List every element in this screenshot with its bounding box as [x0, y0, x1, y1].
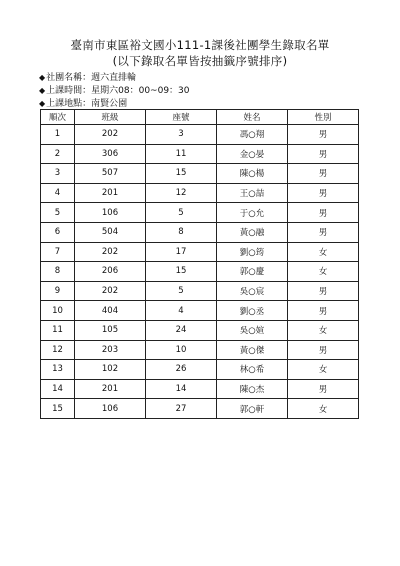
admission-table [40, 109, 359, 419]
cell-gender: 男 [288, 164, 359, 184]
diamond-bullet-icon: ◆ [39, 73, 46, 82]
cell-name: 郭○慶 [217, 262, 288, 282]
cell-gender: 男 [288, 125, 359, 145]
cell-seat-number: 17 [146, 242, 217, 262]
cell-order: 5 [41, 203, 75, 223]
cell-order: 15 [41, 399, 75, 419]
cell-name: 黃○融 [217, 222, 288, 242]
info-club-name [39, 70, 136, 83]
info-club-name-text: 社團名稱：週六直排輪 [46, 73, 137, 83]
cell-class: 206 [75, 262, 146, 282]
cell-name: 王○喆 [217, 183, 288, 203]
table-row [41, 125, 359, 145]
document-subtitle: (以下錄取名單皆按抽籤序號排序) [112, 54, 288, 68]
cell-order: 11 [41, 320, 75, 340]
cell-seat-number: 8 [146, 222, 217, 242]
cell-name: 陳○楊 [217, 164, 288, 184]
table-row [41, 164, 359, 184]
cell-gender: 男 [288, 379, 359, 399]
cell-order: 9 [41, 281, 75, 301]
cell-name: 馮○翔 [217, 125, 288, 145]
cell-seat-number: 14 [146, 379, 217, 399]
cell-name: 于○允 [217, 203, 288, 223]
cell-name: 劉○筠 [217, 242, 288, 262]
cell-seat-number: 4 [146, 301, 217, 321]
cell-name: 吳○媗 [217, 320, 288, 340]
cell-seat-number: 5 [146, 281, 217, 301]
cell-name: 陳○杰 [217, 379, 288, 399]
cell-order: 7 [41, 242, 75, 262]
cell-order: 12 [41, 340, 75, 360]
cell-class: 201 [75, 183, 146, 203]
cell-class: 504 [75, 222, 146, 242]
cell-seat-number: 3 [146, 125, 217, 145]
cell-gender: 男 [288, 144, 359, 164]
cell-seat-number: 26 [146, 360, 217, 380]
cell-class: 105 [75, 320, 146, 340]
cell-class: 102 [75, 360, 146, 380]
cell-order: 6 [41, 222, 75, 242]
cell-gender: 男 [288, 222, 359, 242]
cell-seat-number: 11 [146, 144, 217, 164]
cell-name: 郭○軒 [217, 399, 288, 419]
table-row [41, 183, 359, 203]
cell-order: 2 [41, 144, 75, 164]
cell-seat-number: 10 [146, 340, 217, 360]
header-order: 順次 [41, 110, 75, 125]
table-row [41, 262, 359, 282]
diamond-bullet-icon: ◆ [39, 86, 46, 95]
cell-name: 吳○宸 [217, 281, 288, 301]
cell-gender: 男 [288, 203, 359, 223]
table-header-row [41, 110, 359, 125]
cell-gender: 男 [288, 301, 359, 321]
cell-gender: 男 [288, 183, 359, 203]
info-class-time [39, 83, 190, 96]
info-class-location-text: 上課地點：南賢公園 [46, 99, 128, 109]
cell-seat-number: 12 [146, 183, 217, 203]
cell-gender: 女 [288, 399, 359, 419]
table-body [41, 125, 359, 419]
header-name: 姓名 [217, 110, 288, 125]
table-row [41, 379, 359, 399]
cell-seat-number: 15 [146, 262, 217, 282]
cell-gender: 女 [288, 262, 359, 282]
cell-name: 黃○傑 [217, 340, 288, 360]
cell-class: 203 [75, 340, 146, 360]
header-gender: 性別 [288, 110, 359, 125]
header-seat-number: 座號 [146, 110, 217, 125]
cell-seat-number: 24 [146, 320, 217, 340]
table-row [41, 320, 359, 340]
table-row [41, 281, 359, 301]
cell-order: 3 [41, 164, 75, 184]
cell-class: 106 [75, 203, 146, 223]
table-row [41, 203, 359, 223]
table-row [41, 399, 359, 419]
cell-class: 202 [75, 125, 146, 145]
cell-order: 13 [41, 360, 75, 380]
cell-class: 306 [75, 144, 146, 164]
cell-class: 106 [75, 399, 146, 419]
cell-class: 507 [75, 164, 146, 184]
table-row [41, 360, 359, 380]
cell-name: 金○晏 [217, 144, 288, 164]
table-row [41, 144, 359, 164]
cell-seat-number: 27 [146, 399, 217, 419]
cell-seat-number: 5 [146, 203, 217, 223]
cell-class: 201 [75, 379, 146, 399]
cell-order: 1 [41, 125, 75, 145]
header-class: 班級 [75, 110, 146, 125]
document-title: 臺南市東區裕文國小111-1課後社團學生錄取名單 [70, 38, 330, 52]
cell-order: 8 [41, 262, 75, 282]
cell-gender: 男 [288, 281, 359, 301]
cell-gender: 女 [288, 242, 359, 262]
cell-gender: 女 [288, 320, 359, 340]
cell-gender: 男 [288, 340, 359, 360]
cell-class: 404 [75, 301, 146, 321]
table-row [41, 222, 359, 242]
info-class-time-text: 上課時間：星期六08：00~09：30 [46, 86, 190, 96]
table-row [41, 301, 359, 321]
cell-order: 4 [41, 183, 75, 203]
cell-gender: 女 [288, 360, 359, 380]
cell-name: 林○希 [217, 360, 288, 380]
cell-order: 14 [41, 379, 75, 399]
cell-class: 202 [75, 242, 146, 262]
table-row [41, 242, 359, 262]
cell-name: 劉○丞 [217, 301, 288, 321]
diamond-bullet-icon: ◆ [39, 99, 46, 108]
table-row [41, 340, 359, 360]
cell-order: 10 [41, 301, 75, 321]
info-class-location [39, 96, 127, 109]
cell-class: 202 [75, 281, 146, 301]
cell-seat-number: 15 [146, 164, 217, 184]
